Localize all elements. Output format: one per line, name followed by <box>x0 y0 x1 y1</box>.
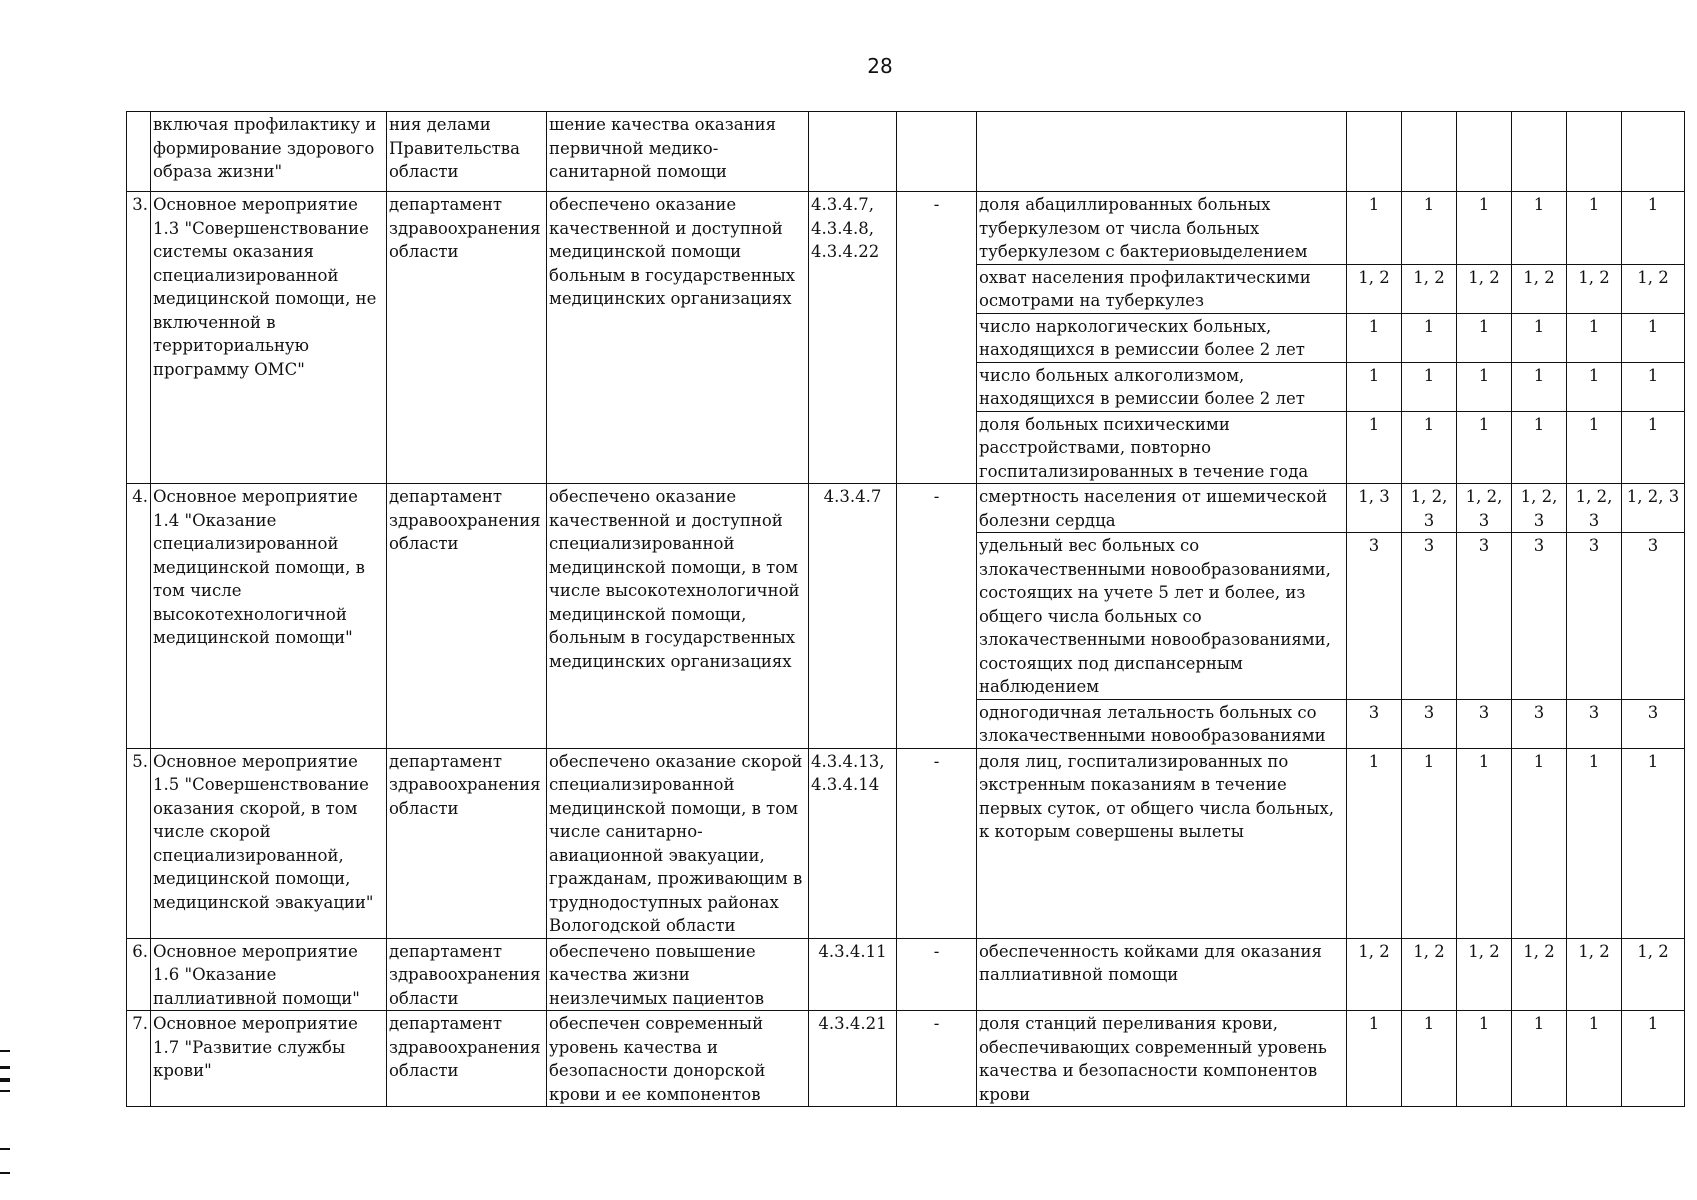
indicator-cell: охват населения профилактическими осмотрами на туберкулез <box>977 264 1347 313</box>
indicator-cell: обеспеченность койками для оказания паллиативной помощи <box>977 938 1347 1011</box>
mark-cell: 3 <box>1402 699 1457 748</box>
mark-cell: 1, 2, 3 <box>1512 484 1567 533</box>
result-cell: шение качества оказания первичной медико-санитарной помощи <box>547 112 809 192</box>
dash-cell <box>897 112 977 192</box>
executor-cell: департамент здравоохранения области <box>387 748 547 938</box>
scan-mark <box>0 1090 10 1092</box>
page-number: 28 <box>867 54 893 78</box>
mark-cell: 1 <box>1402 362 1457 411</box>
mark-cell: 3 <box>1347 533 1402 700</box>
mark-cell: 1, 2, 3 <box>1622 484 1685 533</box>
mark-cell: 1 <box>1622 411 1685 484</box>
mark-cell: 1 <box>1512 192 1567 265</box>
dash-cell: - <box>897 938 977 1011</box>
dash-cell: - <box>897 484 977 749</box>
dash-cell: - <box>897 1011 977 1107</box>
indicator-cell: число наркологических больных, находящихся в ремиссии более 2 лет <box>977 313 1347 362</box>
mark-cell: 3 <box>1622 699 1685 748</box>
mark-cell: 3 <box>1512 533 1567 700</box>
table-row <box>127 112 1685 192</box>
indicator-cell: число больных алкоголизмом, находящихся в ремиссии более 2 лет <box>977 362 1347 411</box>
result-cell: обеспечено оказание качественной и доступной медицинской помощи больным в государственных медицинских организациях <box>547 192 809 484</box>
mark-cell <box>1567 112 1622 192</box>
indicator-cell: доля абациллированных больных туберкулезом от числа больных туберкулезом с бактериовыделением <box>977 192 1347 265</box>
scan-mark <box>0 1148 10 1150</box>
measure-cell: Основное мероприятие 1.4 "Оказание специализированной медицинской помощи, в том числе высокотехнологичной медицинской помощи" <box>151 484 387 749</box>
mark-cell: 1, 2 <box>1622 938 1685 1011</box>
executor-cell: департамент здравоохранения области <box>387 938 547 1011</box>
mark-cell: 1 <box>1512 313 1567 362</box>
table-row <box>127 1011 1685 1107</box>
dash-cell: - <box>897 748 977 938</box>
mark-cell: 1 <box>1567 748 1622 938</box>
mark-cell: 3 <box>1567 533 1622 700</box>
measure-cell: Основное мероприятие 1.6 "Оказание паллиативной помощи" <box>151 938 387 1011</box>
scan-mark <box>0 1078 10 1082</box>
mark-cell: 1 <box>1622 313 1685 362</box>
mark-cell: 1 <box>1402 313 1457 362</box>
mark-cell: 1, 2 <box>1402 264 1457 313</box>
mark-cell: 1 <box>1347 362 1402 411</box>
mark-cell: 3 <box>1402 533 1457 700</box>
code-cell: 4.3.4.13, 4.3.4.14 <box>809 748 897 938</box>
mark-cell: 3 <box>1567 699 1622 748</box>
code-cell: 4.3.4.11 <box>809 938 897 1011</box>
mark-cell <box>1622 112 1685 192</box>
mark-cell: 1 <box>1512 362 1567 411</box>
mark-cell: 1 <box>1622 1011 1685 1107</box>
row-number: 6. <box>127 938 151 1011</box>
result-cell: обеспечено оказание качественной и доступной специализированной медицинской помощи, в том числе высокотехнологичной медицинской помощи, больным в государственных медицинских организациях <box>547 484 809 749</box>
mark-cell: 1 <box>1402 748 1457 938</box>
mark-cell: 1 <box>1512 748 1567 938</box>
row-number <box>127 112 151 192</box>
mark-cell: 1, 2, 3 <box>1457 484 1512 533</box>
mark-cell: 1 <box>1347 1011 1402 1107</box>
row-number: 3. <box>127 192 151 484</box>
dash-cell: - <box>897 192 977 484</box>
mark-cell: 1 <box>1512 1011 1567 1107</box>
executor-cell: ния делами Правительства области <box>387 112 547 192</box>
executor-cell: департамент здравоохранения области <box>387 484 547 749</box>
mark-cell: 1 <box>1457 362 1512 411</box>
mark-cell: 1 <box>1622 748 1685 938</box>
mark-cell: 1, 2 <box>1457 264 1512 313</box>
mark-cell: 1 <box>1347 411 1402 484</box>
indicator-cell: смертность населения от ишемической болезни сердца <box>977 484 1347 533</box>
program-table-body <box>127 112 1685 1107</box>
mark-cell <box>1512 112 1567 192</box>
row-number: 7. <box>127 1011 151 1107</box>
indicator-cell: удельный вес больных со злокачественными новообразованиями, состоящих на учете 5 лет и более, из общего числа больных со злокачественными новообразованиями, состоящих под диспансерным наблюдением <box>977 533 1347 700</box>
mark-cell: 1, 2 <box>1347 264 1402 313</box>
row-number: 4. <box>127 484 151 749</box>
code-cell: 4.3.4.7, 4.3.4.8, 4.3.4.22 <box>809 192 897 484</box>
table-row <box>127 484 1685 533</box>
mark-cell: 1, 2 <box>1402 938 1457 1011</box>
mark-cell <box>1347 112 1402 192</box>
program-table <box>126 111 1685 1107</box>
mark-cell: 1 <box>1457 1011 1512 1107</box>
mark-cell: 1, 2, 3 <box>1402 484 1457 533</box>
result-cell: обеспечен современный уровень качества и безопасности донорской крови и ее компонентов <box>547 1011 809 1107</box>
row-number: 5. <box>127 748 151 938</box>
mark-cell: 3 <box>1457 533 1512 700</box>
scan-mark <box>0 1066 10 1069</box>
executor-cell: департамент здравоохранения области <box>387 192 547 484</box>
executor-cell: департамент здравоохранения области <box>387 1011 547 1107</box>
mark-cell: 1 <box>1512 411 1567 484</box>
mark-cell: 3 <box>1347 699 1402 748</box>
mark-cell: 3 <box>1512 699 1567 748</box>
mark-cell: 1 <box>1347 748 1402 938</box>
indicator-cell <box>977 112 1347 192</box>
measure-cell: Основное мероприятие 1.3 "Совершенствование системы оказания специализированной медицинской помощи, не включенной в территориальную программу ОМС" <box>151 192 387 484</box>
mark-cell: 1 <box>1457 313 1512 362</box>
mark-cell: 1 <box>1402 1011 1457 1107</box>
measure-cell: Основное мероприятие 1.5 "Совершенствование оказания скорой, в том числе скорой специализированной, медицинской помощи, медицинской эвакуации" <box>151 748 387 938</box>
mark-cell: 1 <box>1347 313 1402 362</box>
mark-cell: 1, 2 <box>1512 938 1567 1011</box>
measure-cell: включая профилактику и формирование здорового образа жизни" <box>151 112 387 192</box>
measure-cell: Основное мероприятие 1.7 "Развитие службы крови" <box>151 1011 387 1107</box>
mark-cell: 1 <box>1567 362 1622 411</box>
table-row <box>127 938 1685 1011</box>
mark-cell: 1, 2 <box>1512 264 1567 313</box>
mark-cell: 1 <box>1567 313 1622 362</box>
mark-cell: 1, 2 <box>1457 938 1512 1011</box>
mark-cell: 1 <box>1402 192 1457 265</box>
mark-cell: 1 <box>1567 192 1622 265</box>
mark-cell: 1, 2 <box>1622 264 1685 313</box>
mark-cell: 3 <box>1622 533 1685 700</box>
result-cell: обеспечено оказание скорой специализированной медицинской помощи, в том числе санитарно-авиационной эвакуации, гражданам, проживающим в труднодоступных районах Вологодской области <box>547 748 809 938</box>
table-row <box>127 748 1685 938</box>
mark-cell: 1 <box>1347 192 1402 265</box>
mark-cell: 1 <box>1622 362 1685 411</box>
mark-cell: 1 <box>1457 411 1512 484</box>
indicator-cell: доля больных психическими расстройствами, повторно госпитализированных в течение года <box>977 411 1347 484</box>
table-row <box>127 192 1685 265</box>
indicator-cell: доля станций переливания крови, обеспечивающих современный уровень качества и безопасности компонентов крови <box>977 1011 1347 1107</box>
mark-cell: 1 <box>1567 1011 1622 1107</box>
mark-cell: 1, 2, 3 <box>1567 484 1622 533</box>
mark-cell: 1, 3 <box>1347 484 1402 533</box>
mark-cell: 1 <box>1622 192 1685 265</box>
mark-cell: 1 <box>1457 192 1512 265</box>
mark-cell: 1, 2 <box>1347 938 1402 1011</box>
mark-cell: 1 <box>1402 411 1457 484</box>
code-cell <box>809 112 897 192</box>
mark-cell: 3 <box>1457 699 1512 748</box>
indicator-cell: доля лиц, госпитализированных по экстренным показаниям в течение первых суток, от общего числа больных, к которым совершены вылеты <box>977 748 1347 938</box>
mark-cell <box>1402 112 1457 192</box>
mark-cell: 1 <box>1457 748 1512 938</box>
mark-cell: 1 <box>1567 411 1622 484</box>
scan-mark <box>0 1172 10 1174</box>
indicator-cell: одногодичная летальность больных со злокачественными новообразованиями <box>977 699 1347 748</box>
code-cell: 4.3.4.21 <box>809 1011 897 1107</box>
result-cell: обеспечено повышение качества жизни неизлечимых пациентов <box>547 938 809 1011</box>
code-cell: 4.3.4.7 <box>809 484 897 749</box>
scan-mark <box>0 1050 10 1052</box>
mark-cell: 1, 2 <box>1567 938 1622 1011</box>
mark-cell: 1, 2 <box>1567 264 1622 313</box>
mark-cell <box>1457 112 1512 192</box>
